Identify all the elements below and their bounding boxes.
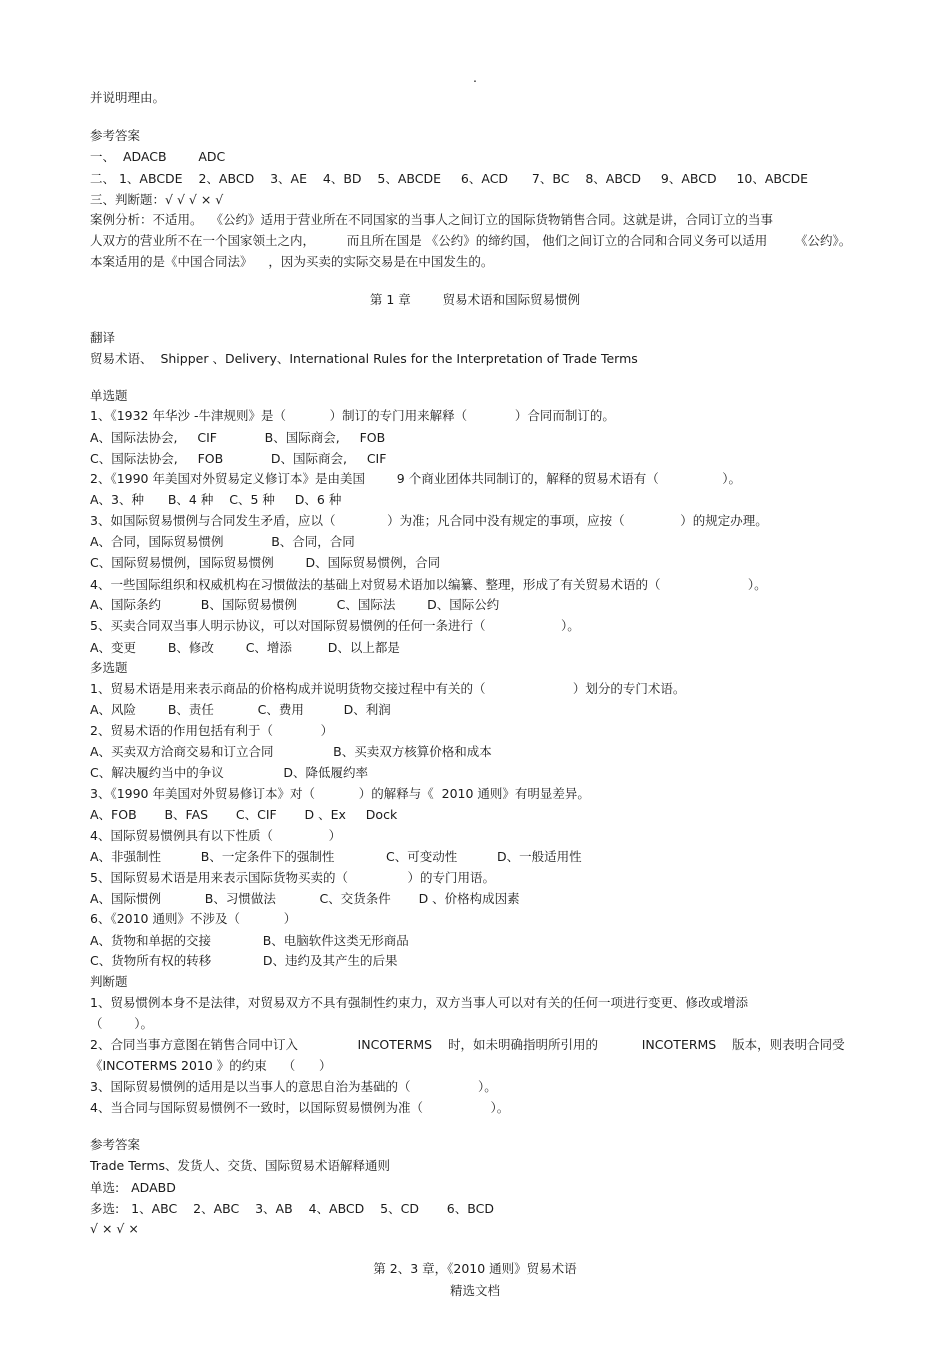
option-line: C、解决履约当中的争议 D、降低履约率 xyxy=(90,765,368,780)
section-heading: 判断题 xyxy=(90,974,128,989)
option-line: A、合同，国际贸易惯例 B、合同，合同 xyxy=(90,534,355,549)
option-line: A、买卖双方洽商交易和订立合同 B、买卖双方核算价格和成本 xyxy=(90,744,492,759)
option-line: A、货物和单据的交接 B、电脑软件这类无形商品 xyxy=(90,933,409,948)
section-heading: 翻译 xyxy=(90,330,116,345)
option-line: A、风险 B、责任 C、费用 D、利润 xyxy=(90,702,391,717)
chapter-title: 第 2、3 章，《2010 通则》贸易术语 xyxy=(373,1261,577,1276)
option-line: A、变更 B、修改 C、增添 D、以上都是 xyxy=(90,640,400,655)
option-line: A、FOB B、FAS C、CIF D 、Ex Dock xyxy=(90,807,398,822)
text-line: 一、 ADACB ADC xyxy=(90,149,226,164)
option-line: A、国际条约 B、国际贸易惯例 C、国际法 D、国际公约 xyxy=(90,597,500,612)
answer-line: Trade Terms、发货人、交货、国际贸易术语解释通则 xyxy=(90,1158,391,1173)
text-line: 并说明理由。 xyxy=(90,90,166,105)
answer-line: 单选: ADABD xyxy=(90,1180,176,1195)
question-line: 2、《1990 年美国对外贸易定义修订本》是由美国 9 个商业团体共同制订的，解释的贸易术语有（ ）。 xyxy=(90,471,742,486)
question-line: 《INCOTERMS 2010 》的约束 （ ） xyxy=(90,1058,332,1073)
text-line: 贸易术语、 Shipper 、Delivery、International Rules for the Interpretation of Trade Terms xyxy=(90,351,638,366)
question-line: 4、一些国际组织和权威机构在习惯做法的基础上对贸易术语加以编纂、整理，形成了有关贸易术语的（ ）。 xyxy=(90,577,767,592)
section-heading: 参考答案 xyxy=(90,128,141,143)
question-line: 4、当合同与国际贸易惯例不一致时，以国际贸易惯例为准（ ）。 xyxy=(90,1100,510,1115)
option-line: A、国际惯例 B、习惯做法 C、交货条件 D 、价格构成因素 xyxy=(90,891,520,906)
option-line: C、国际贸易惯例，国际贸易惯例 D、国际贸易惯例，合同 xyxy=(90,555,441,570)
option-line: A、3、种 B、4 种 C、5 种 D、6 种 xyxy=(90,492,342,507)
option-line: C、国际法协会, FOB D、国际商会, CIF xyxy=(90,451,387,466)
section-heading: 单选题 xyxy=(90,388,128,403)
question-line: 3、如国际贸易惯例与合同发生矛盾，应以（ ）为准；凡合同中没有规定的事项，应按（ ）的规定办理。 xyxy=(90,513,768,528)
answer-line: 多选: 1、ABC 2、ABC 3、AB 4、ABCD 5、CD 6、BCD xyxy=(90,1201,494,1216)
question-line: 4、国际贸易惯例具有以下性质（ ） xyxy=(90,828,342,843)
question-line: 3、《1990 年美国对外贸易修订本》对（ ）的解释与《 2010 通则》有明显差异。 xyxy=(90,786,590,801)
header-mark: . xyxy=(473,70,477,85)
text-line: 案例分析：不适用。 《公约》适用于营业所在不同国家的当事人之间订立的国际货物销售合同。这就是讲，合同订立的当事 xyxy=(90,212,773,227)
text-line: 人双方的营业所不在一个国家领土之内， 而且所在国是 《公约》的缔约国， 他们之间订立的合同和合同义务可以适用 《公约》。 xyxy=(90,233,852,248)
text-line: 二、 1、ABCDE 2、ABCD 3、AE 4、BD 5、ABCDE 6、ACD 7、BC 8、ABCD 9、ABCD 10、ABCDE xyxy=(90,171,809,186)
question-line: 1、贸易术语是用来表示商品的价格构成并说明货物交接过程中有关的（ ）划分的专门术语。 xyxy=(90,681,686,696)
section-heading: 多选题 xyxy=(90,660,128,675)
question-line: 1、《1932 年华沙 -牛津规则》是（ ）制订的专门用来解释（ ）合同而制订的。 xyxy=(90,408,615,423)
text-line: 本案适用的是《中国合同法》 ，因为买卖的实际交易是在中国发生的。 xyxy=(90,254,494,269)
question-line: （ ）。 xyxy=(90,1016,154,1031)
question-line: 2、贸易术语的作用包括有利于（ ） xyxy=(90,723,334,738)
question-line: 3、国际贸易惯例的适用是以当事人的意思自治为基础的（ ）。 xyxy=(90,1079,497,1094)
section-heading: 参考答案 xyxy=(90,1137,141,1152)
chapter-title: 第 1 章 贸易术语和国际贸易惯例 xyxy=(369,292,581,307)
option-line: A、国际法协会, CIF B、国际商会, FOB xyxy=(90,430,386,445)
option-line: A、非强制性 B、一定条件下的强制性 C、可变动性 D、一般适用性 xyxy=(90,849,582,864)
answer-line: √ × √ × xyxy=(90,1221,139,1236)
text-line: 三、判断题：√ √ √ × √ xyxy=(90,192,224,207)
question-line: 1、贸易惯例本身不是法律，对贸易双方不具有强制性约束力，双方当事人可以对有关的任何一项进行变更、修改或增添 xyxy=(90,995,748,1010)
page-footer: 精选文档 xyxy=(449,1283,500,1298)
question-line: 5、买卖合同双当事人明示协议，可以对国际贸易惯例的任何一条进行（ ）。 xyxy=(90,618,580,633)
question-line: 5、国际贸易术语是用来表示国际货物买卖的（ ）的专门用语。 xyxy=(90,870,496,885)
question-line: 6、《2010 通则》不涉及（ ） xyxy=(90,911,297,926)
option-line: C、货物所有权的转移 D、违约及其产生的后果 xyxy=(90,953,398,968)
question-line: 2、合同当事方意图在销售合同中订入 INCOTERMS 时，如未明确指明所引用的 INCOTERMS 版本，则表明合同受 xyxy=(90,1037,845,1052)
